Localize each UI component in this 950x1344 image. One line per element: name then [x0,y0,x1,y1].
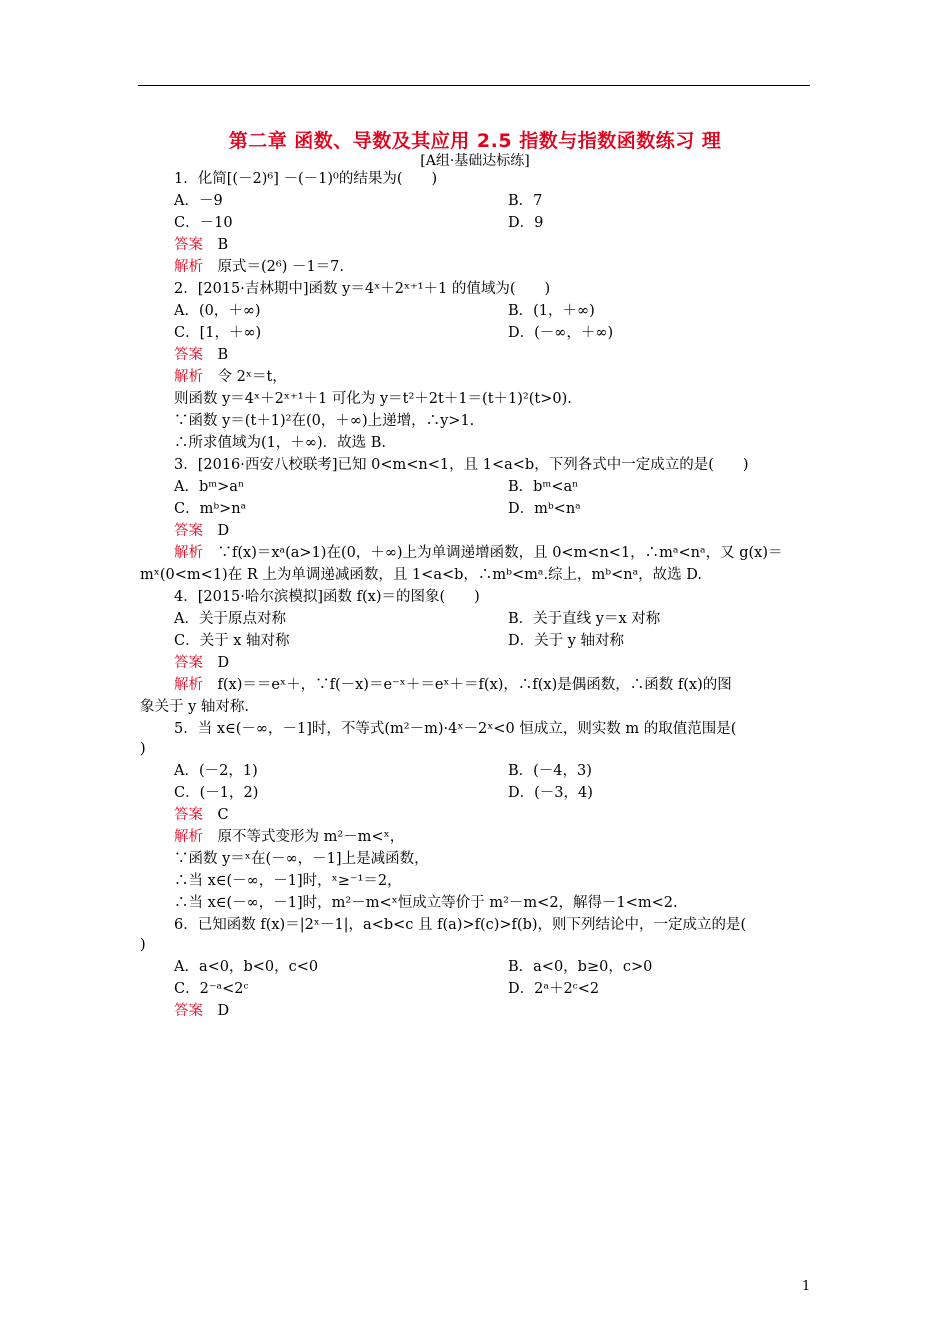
analysis-label: 解析 [174,677,203,693]
q4-analysis [174,676,732,694]
q2-analysis-line: 则函数 y＝4ˣ＋2ˣ⁺¹＋1 可化为 y＝t²＋2t＋1＝(t＋1)²(t>0). [174,391,572,407]
q2-option-b: B．(1，＋∞) [508,303,595,319]
section-subtitle: [A组·基础达标练] [420,153,530,169]
question-3: 3．[2016·西安八校联考]已知 0<m<n<1，且 1<a<b，下列各式中一定成立的是( ) [174,457,749,473]
question-4: 4．[2015·哈尔滨模拟]函数 f(x)＝的图象( ) [174,589,480,605]
analysis-text: ∵f(x)＝xᵃ(a>1)在(0，＋∞)上为单调递增函数，且 0<m<n<1，∴mᵃ<nᵃ，又 g(x)＝ [217,545,783,561]
analysis-text: f(x)＝＝eˣ＋，∵f(－x)＝e⁻ˣ＋＝eˣ＋＝f(x)，∴f(x)是偶函数，∴函数 f(x)的图 [217,677,732,693]
question-6: 6．已知函数 f(x)＝|2ˣ－1|，a<b<c 且 f(a)>f(c)>f(b)，则下列结论中，一定成立的是( [174,917,747,933]
q3-option-c: C．mᵇ>nᵃ [174,501,247,517]
q1-option-a: A．－9 [174,193,223,209]
q5-option-b: B．(－4，3) [508,763,592,779]
answer-value: D [217,1003,230,1019]
answer-label: 答案 [174,807,203,823]
q2-analysis [174,368,287,386]
analysis-label: 解析 [174,259,203,275]
q4-option-a: A．关于原点对称 [174,611,286,627]
q5-option-c: C．(－1，2) [174,785,259,801]
answer-label: 答案 [174,237,203,253]
q5-option-a: A．(－2，1) [174,763,258,779]
answer-value: B [217,347,229,363]
header-rule [138,85,810,86]
q6-option-b: B．a<0，b≥0，c>0 [508,959,653,975]
q4-answer [174,654,229,672]
q6-option-a: A．a<0，b<0，c<0 [174,959,319,975]
analysis-text: 原不等式变形为 m²－m<ˣ， [217,829,405,845]
answer-label: 答案 [174,655,203,671]
question-6-cont: ) [140,937,146,953]
q1-option-c: C．－10 [174,215,233,231]
analysis-text: 令 2ˣ＝t， [217,369,287,385]
analysis-text: 原式＝(2⁶) －1＝7. [217,259,345,275]
question-5: 5．当 x∈(－∞，－1]时，不等式(m²－m)·4ˣ－2ˣ<0 恒成立，则实数 m 的取值范围是( [174,721,737,737]
q2-option-c: C．[1，＋∞) [174,325,262,341]
q2-analysis-line: ∴所求值域为(1，＋∞)．故选 B. [174,435,386,451]
q4-analysis-line: 象关于 y 轴对称. [140,699,250,715]
q3-analysis-line: mˣ(0<m<1)在 R 上为单调递减函数，且 1<a<b，∴mᵇ<mᵃ.综上，mᵇ<nᵃ，故选 D. [140,567,703,583]
q5-answer [174,806,229,824]
q3-option-d: D．mᵇ<nᵃ [508,501,581,517]
answer-value: C [217,807,229,823]
analysis-label: 解析 [174,829,203,845]
q3-option-a: A．bᵐ>aⁿ [174,479,245,495]
analysis-label: 解析 [174,369,203,385]
q5-analysis-line: ∵函数 y＝ˣ在(－∞，－1]上是减函数， [174,851,429,867]
q1-analysis [174,258,344,276]
page-title: 第二章 函数、导数及其应用 2.5 指数与指数函数练习 理 [228,130,722,152]
analysis-label: 解析 [174,545,203,561]
q5-analysis-line: ∴当 x∈(－∞，－1]时，ˣ≥⁻¹＝2， [174,873,402,889]
q2-option-a: A．(0，＋∞) [174,303,261,319]
q4-option-d: D．关于 y 轴对称 [508,633,625,649]
answer-value: D [217,523,230,539]
q6-answer [174,1002,229,1020]
q5-option-d: D．(－3，4) [508,785,593,801]
answer-value: B [217,237,229,253]
q2-analysis-line: ∵函数 y＝(t＋1)²在(0，＋∞)上递增，∴y>1. [174,413,475,429]
q4-option-b: B．关于直线 y＝x 对称 [508,611,661,627]
q3-analysis [174,544,782,562]
q4-option-c: C．关于 x 轴对称 [174,633,290,649]
q5-analysis-line: ∴当 x∈(－∞，－1]时，m²－m<ˣ恒成立等价于 m²－m<2，解得－1<m<2. [174,895,678,911]
q3-option-b: B．bᵐ<aⁿ [508,479,579,495]
q6-option-c: C．2⁻ᵃ<2ᶜ [174,981,249,997]
q1-answer [174,236,228,254]
answer-label: 答案 [174,1003,203,1019]
answer-label: 答案 [174,523,203,539]
question-1: 1．化简[(－2)⁶] －(－1)⁰的结果为( ) [174,171,438,187]
q1-option-b: B．7 [508,193,543,209]
q6-option-d: D．2ᵃ＋2ᶜ<2 [508,981,600,997]
q3-answer [174,522,229,540]
question-5-cont: ) [140,741,146,757]
q2-option-d: D．(－∞，＋∞) [508,325,614,341]
page-number: 1 [802,1279,811,1294]
question-2: 2．[2015·吉林期中]函数 y＝4ˣ＋2ˣ⁺¹＋1 的值域为( ) [174,281,551,297]
q5-analysis [174,828,404,846]
answer-label: 答案 [174,347,203,363]
answer-value: D [217,655,230,671]
q1-option-d: D．9 [508,215,544,231]
q2-answer [174,346,228,364]
